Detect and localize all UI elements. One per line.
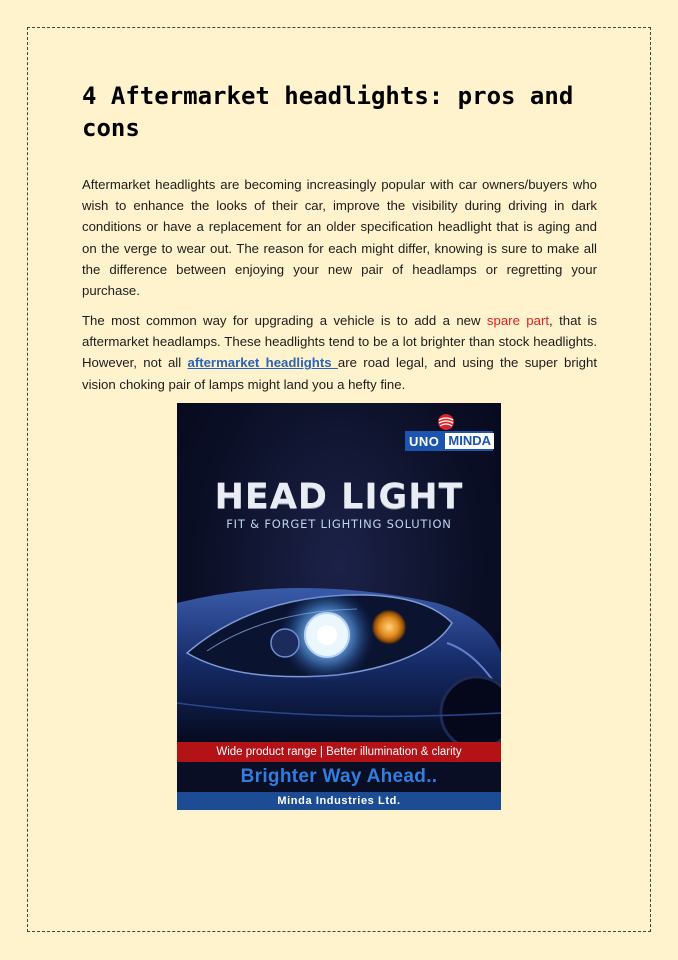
poster-headline: HEAD LIGHT — [214, 477, 464, 517]
uno-minda-logo — [405, 413, 493, 453]
paragraph-intro: Aftermarket headlights are becoming increasingly popular with car owners/buyers who wish to enhance the looks of their car, improve the visibility during driving in dark conditions or have a replacement for an older specification headlight that is aging and on the verge to wear out. The reason for each might differ, knowing is sure to make all the difference between enjoying your new pair of headlamps or regretting your purchase. — [82, 177, 597, 299]
paragraph-text: are road legal, and using the super bright vision choking pair of lamps might land you a hefty fine. — [82, 355, 598, 392]
paragraph-upgrade — [82, 310, 597, 395]
poster-company: Minda Industries Ltd. — [177, 792, 501, 810]
aftermarket-headlights-link[interactable]: aftermarket headlights — [187, 355, 338, 371]
poster-tagline: FIT & FORGET LIGHTING SOLUTION — [226, 517, 452, 531]
poster-slogan: Brighter Way Ahead.. — [177, 762, 501, 792]
headlight-poster-image — [177, 403, 501, 810]
logo-globe-icon — [437, 413, 455, 431]
logo-uno-text: UNO — [409, 433, 440, 449]
car-headlight-illustration — [177, 563, 501, 743]
spare-part-link[interactable]: spare part — [486, 313, 550, 328]
poster-feature-band: Wide product range | Better illumination & clarity — [177, 742, 501, 762]
paragraph-text: , that is aftermarket headlamps. These headlights tend to be a lot brighter than stock headlights. However, not all — [82, 313, 597, 371]
logo-minda-text: MINDA — [445, 433, 494, 449]
paragraph-text: The most common way for upgrading a vehicle is to add a new — [82, 313, 487, 328]
page-title: 4 Aftermarket headlights: pros and cons — [82, 82, 574, 142]
logo-box — [405, 431, 493, 451]
